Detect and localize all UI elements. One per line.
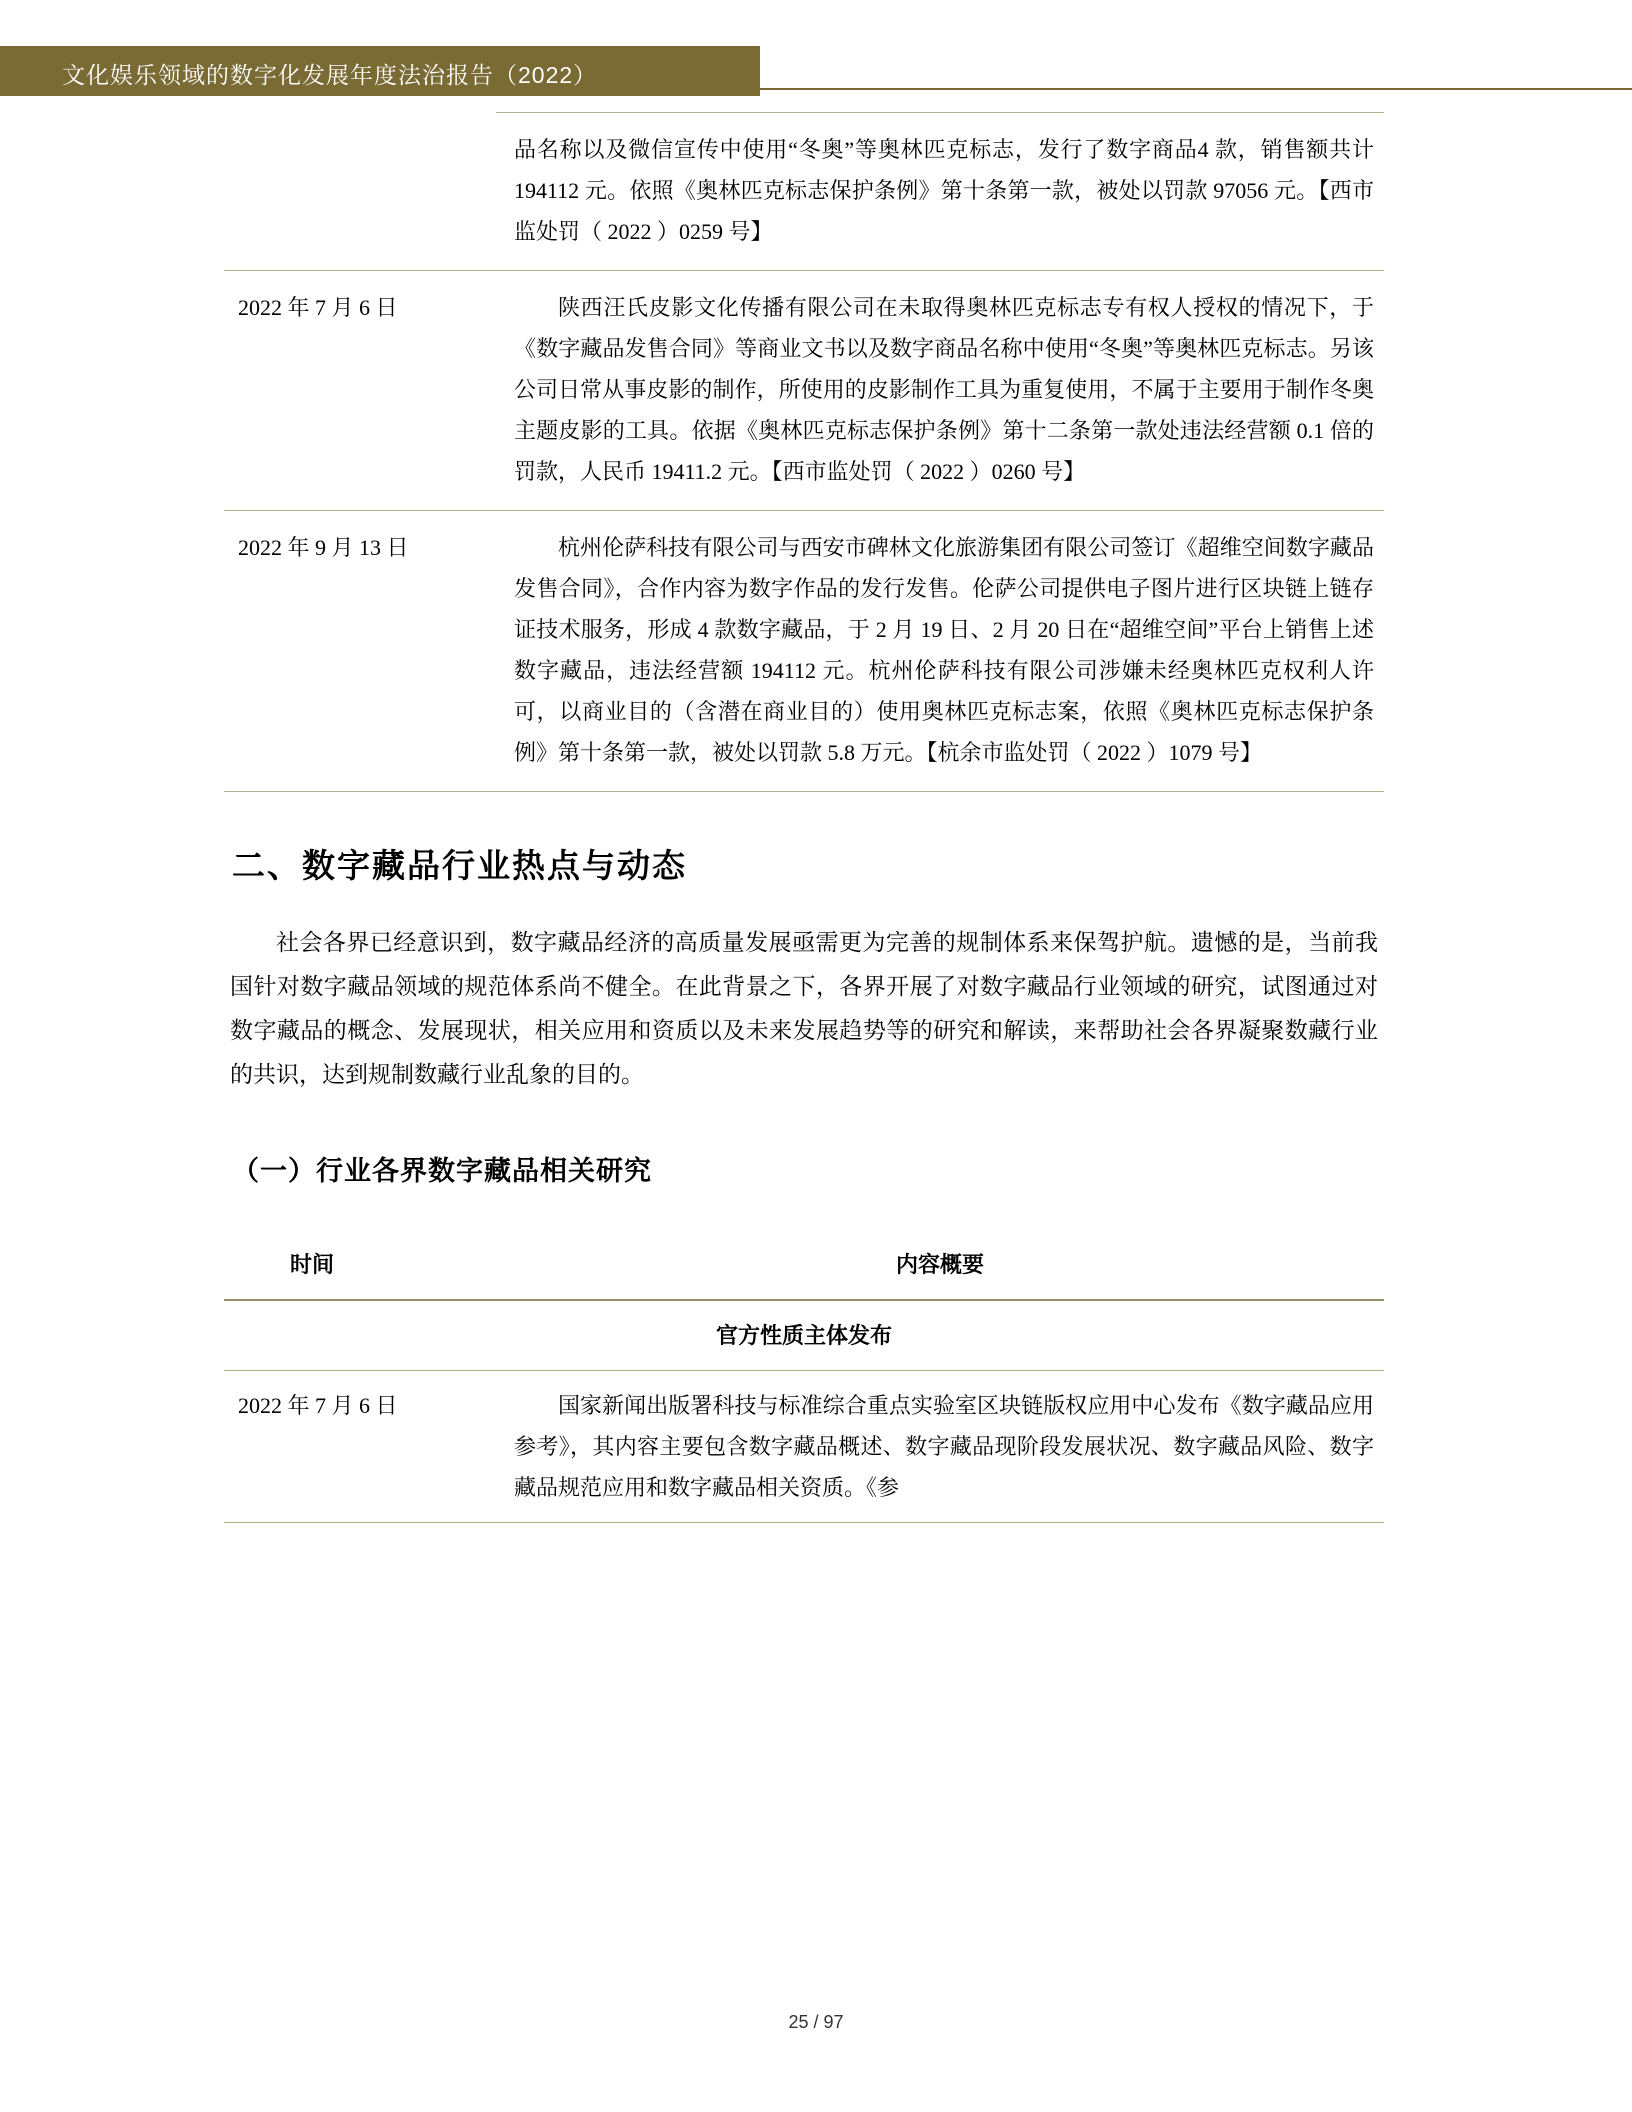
table-row [224, 113, 1384, 271]
subsection-heading: （一）行业各界数字藏品相关研究 [232, 1156, 652, 1186]
section-paragraph: 社会各界已经意识到，数字藏品经济的高质量发展亟需更为完善的规制体系来保驾护航。遗憾的是，当前我国针对数字藏品领域的规范体系尚不健全。在此背景之下，各界开展了对数字藏品行业领域的研究，试图通过对数字藏品的概念、发展现状，相关应用和资质以及未来发展趋势等的研究和解读，来帮助社会各界凝聚数藏行业的共识，达到规制数藏行业乱象的目的。 [230, 930, 1378, 1087]
case-body: 陕西汪氏皮影文化传播有限公司在未取得奥林匹克标志专有权人授权的情况下，于《数字藏品发售合同》等商业文书以及数字商品名称中使用“冬奥”等奥林匹克标志。另该公司日常从事皮影的制作，所使用的皮影制作工具为重复使用，不属于主要用于制作冬奥主题皮影的工具。依据《奥林匹克标志保护条例》第十二条第一款处违法经营额 0.1 倍的罚款，人民币 19411.2 元。【西市监处罚（ 2022 ）0260 号】 [496, 271, 1384, 511]
page-footer [0, 2012, 1632, 2033]
section-heading: 二、数字藏品行业热点与动态 [232, 847, 687, 884]
case-table [224, 112, 1384, 792]
case-body: 杭州伦萨科技有限公司与西安市碑林文化旅游集团有限公司签订《超维空间数字藏品发售合同》，合作内容为数字作品的发行发售。伦萨公司提供电子图片进行区块链上链存证技术服务，形成 4 款数字藏品，于 2 月 19 日、2 月 20 日在“超维空间”平台上销售上述数字藏品，违法经营额 194112 元。杭州伦萨科技有限公司涉嫌未经奥林匹克权利人许可，以商业目的（含潜在商业目的）使用奥林匹克标志案，依照《奥林匹克标志保护条例》第十条第一款，被处以罚款 5.8 万元。【杭余市监处罚（ 2022 ）1079 号】 [496, 511, 1384, 792]
page-number: 25 / 97 [788, 2012, 844, 2032]
research-table [224, 1230, 1384, 1523]
table-band-row [224, 1300, 1384, 1371]
table-row [224, 1371, 1384, 1523]
table-row [224, 271, 1384, 511]
table-header-row [224, 1230, 1384, 1300]
column-header-content: 内容概要 [895, 1252, 984, 1277]
column-header-time: 时间 [290, 1252, 335, 1277]
table-band-label: 官方性质主体发布 [224, 1300, 1384, 1371]
case-date: 2022 年 9 月 13 日 [224, 511, 496, 792]
header-rule [760, 88, 1632, 90]
page-header [0, 0, 1632, 112]
case-body: 品名称以及微信宣传中使用“冬奥”等奥林匹克标志，发行了数字商品4 款，销售额共计 194112 元。依照《奥林匹克标志保护条例》第十条第一款，被处以罚款 97056 元。【西市监处罚（ 2022 ）0259 号】 [496, 113, 1384, 271]
case-date [224, 113, 496, 271]
table-row [224, 511, 1384, 792]
header-title: 文化娱乐领域的数字化发展年度法治报告（2022） [62, 62, 598, 88]
page-content [0, 112, 1632, 1523]
research-body: 国家新闻出版署科技与标准综合重点实验室区块链版权应用中心发布《数字藏品应用参考》，其内容主要包含数字藏品概述、数字藏品现阶段发展状况、数字藏品风险、数字藏品规范应用和数字藏品相关资质。《参 [496, 1371, 1384, 1523]
case-date: 2022 年 7 月 6 日 [224, 271, 496, 511]
research-date: 2022 年 7 月 6 日 [224, 1371, 496, 1523]
